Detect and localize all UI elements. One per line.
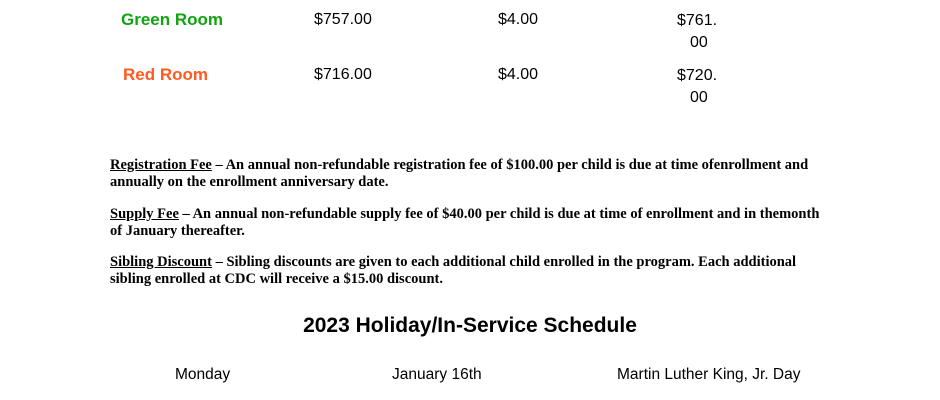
holiday-date: January 16th: [392, 366, 482, 383]
registration-fee-term: Registration Fee: [110, 157, 212, 173]
red-room-tuition: $716.00: [314, 66, 372, 83]
red-room-total-line1: $720.: [677, 67, 718, 84]
schedule-heading: 2023 Holiday/In-Service Schedule: [303, 314, 637, 337]
holiday-event: Martin Luther King, Jr. Day: [617, 366, 801, 383]
room-name-green: Green Room: [121, 10, 224, 29]
registration-fee-text: – An annual non-refundable registration fee of $100.00 per child is due at time ofenrollment and annually on the enrollment anniversary date.: [110, 157, 809, 190]
registration-fee-paragraph: [110, 157, 830, 190]
sibling-discount-term: Sibling Discount: [110, 254, 212, 270]
red-room-fee: $4.00: [498, 66, 539, 83]
supply-fee-term: Supply Fee: [110, 206, 179, 222]
supply-fee-text: – An annual non-refundable supply fee of $40.00 per child is due at time of enrollment and in themonth of January thereafter.: [110, 206, 820, 239]
green-room-total-line2: 00: [690, 34, 708, 51]
green-room-total-line1: $761.: [677, 12, 718, 29]
green-room-fee: $4.00: [498, 11, 539, 28]
holiday-day: Monday: [175, 366, 231, 383]
sibling-discount-text: – Sibling discounts are given to each additional child enrolled in the program. Each additional sibling enrolled at CDC will receive a $15.00 discount.: [110, 254, 797, 287]
red-room-total: [677, 65, 737, 109]
red-room-total-line2: 00: [690, 89, 708, 106]
supply-fee-paragraph: [110, 206, 830, 239]
sibling-discount-paragraph: [110, 254, 830, 287]
green-room-total: [677, 10, 737, 54]
green-room-tuition: $757.00: [314, 11, 372, 28]
room-name-red: Red Room: [123, 65, 208, 84]
